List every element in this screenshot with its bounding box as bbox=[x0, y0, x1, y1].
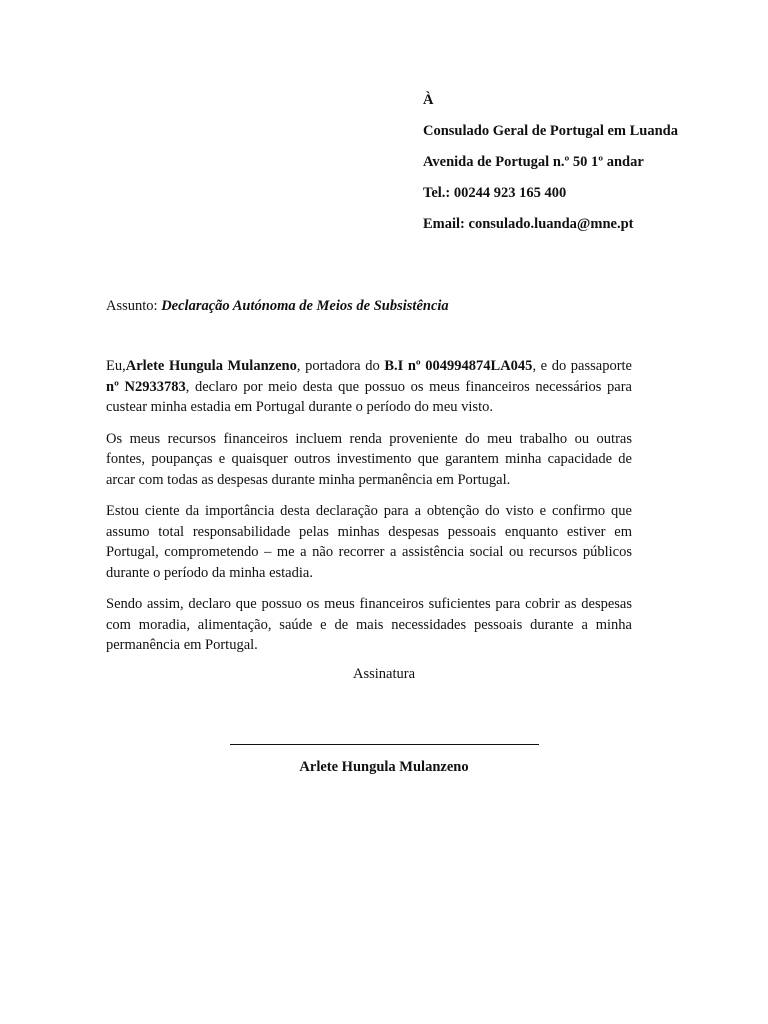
recipient-name: Consulado Geral de Portugal em Luanda bbox=[423, 123, 678, 139]
paragraph-responsibility: Estou ciente da importância desta declaração para a obtenção do visto e confirmo que assumo total responsabilidade pelas minhas despesas pessoais enquanto estiver em Portugal, comprometendo – me a não recorrer a assistência social ou recursos públicos durante o período da minha estadia. bbox=[106, 503, 632, 581]
bi-number: B.I nº 004994874LA045 bbox=[384, 358, 533, 374]
paragraph-resources: Os meus recursos financeiros incluem renda proveniente do meu trabalho ou outras fontes, poupanças e quaisquer outros investimento que garantem minha capacidade de arcar com todas as despesas durante minha permanência em Portugal. bbox=[106, 430, 632, 488]
recipient-email: Email: consulado.luanda@mne.pt bbox=[423, 216, 634, 232]
signatory-name: Arlete Hungula Mulanzeno bbox=[299, 759, 469, 775]
subject-text: Declaração Autónoma de Meios de Subsistência bbox=[161, 298, 449, 314]
letter-body bbox=[106, 356, 632, 667]
recipient-phone: Tel.: 00244 923 165 400 bbox=[423, 185, 567, 201]
paragraph-declaration bbox=[106, 356, 632, 418]
intro-mid-text: , portadora do bbox=[296, 358, 385, 374]
subject-label: Assunto: bbox=[106, 298, 162, 314]
recipient-block bbox=[423, 90, 723, 245]
declarant-name: Arlete Hungula Mulanzeno bbox=[125, 358, 297, 374]
passport-number: nº N2933783 bbox=[106, 378, 186, 395]
signature-label: Assinatura bbox=[352, 666, 415, 682]
subject-line bbox=[106, 296, 666, 317]
recipient-address: Avenida de Portugal n.º 50 1º andar bbox=[423, 154, 644, 170]
declaration-rest: , declaro por meio desta que possuo os meus financeiros necessários para custear minha estadia em Portugal durante o período do meu visto. bbox=[106, 378, 632, 415]
signature-line bbox=[230, 744, 539, 745]
recipient-salutation: À bbox=[423, 92, 434, 108]
paragraph-conclusion: Sendo assim, declaro que possuo os meus financeiros suficientes para cobrir as despesas com moradia, alimentação, saúde e de mais necessidades pessoais durante a minha permanência em Portugal. bbox=[106, 596, 632, 653]
passport-mid-text: , e do passaporte bbox=[532, 358, 632, 374]
intro-text: Eu, bbox=[106, 358, 126, 374]
